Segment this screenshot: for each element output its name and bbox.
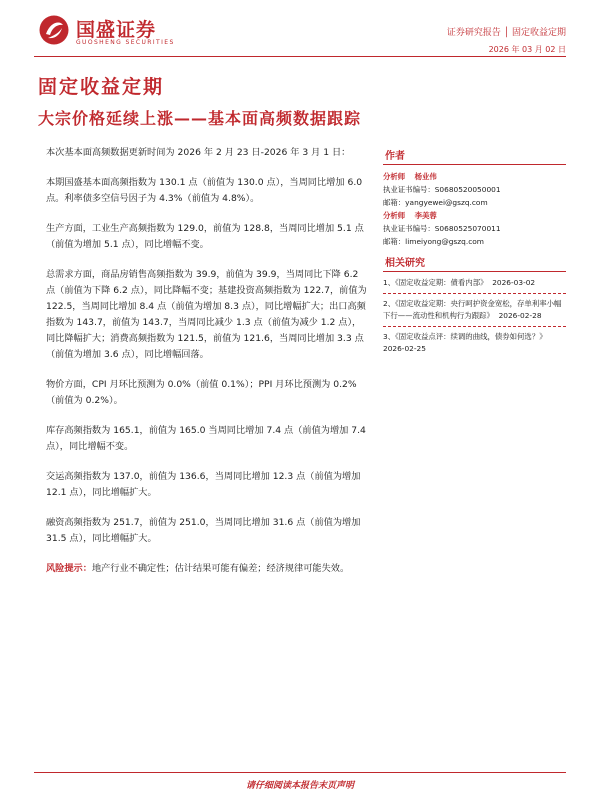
main-body	[46, 145, 368, 591]
related-research-item[interactable]	[383, 277, 566, 289]
body-paragraph: 本期国盛基本面高频指数为 130.1 点（前值为 130.0 点），当周同比增加 6.0 点。利率债多空信号因子为 4.3%（前值为 4.8%）。	[46, 177, 363, 204]
related-divider	[383, 326, 566, 327]
report-category-label: 证券研究报告 │ 固定收益定期	[446, 28, 566, 38]
author-block	[383, 170, 566, 209]
authors-heading: 作者	[383, 147, 566, 165]
body-paragraph: 融资高频指数为 251.7，前值为 251.0，当周同比增加 31.6 点（前值为增加 31.5 点），同比增幅扩大。	[46, 517, 361, 544]
company-logo-icon	[38, 14, 70, 46]
related-date: 2026-02-28	[498, 311, 542, 320]
sidebar	[383, 147, 566, 359]
report-date: 2026 年 03 月 02 日	[488, 45, 566, 54]
author-role: 分析师	[383, 172, 406, 181]
footer-divider	[34, 772, 566, 773]
body-paragraph: 总需求方面，商品房销售高频指数为 39.9，前值为 39.9，当周同比下降 6.2 点（前值为下降 6.2 点），同比降幅不变；基建投资高频指数为 122.7，前值为 122.5，当周同比增加 8.4 点（前值为增加 8.3 点），同比增幅扩大；出口高频指数为 143.7，前值为 143.7，当周同比减少 1.3 点（前值为减少 1.2 点），同比降幅扩大；消费高频指数为 121.5，前值为 121.6，当周同比增加 3.3 点（前值为增加 3.6 点），同比增幅回落。	[46, 269, 367, 360]
body-paragraph: 生产方面，工业生产高频指数为 129.0，前值为 128.8，当周同比增加 5.1 点（前值为增加 5.1 点），同比增幅不变。	[46, 223, 364, 250]
footer-disclaimer: 请仔细阅读本报告末页声明	[245, 781, 354, 791]
author-cert: 执业证书编号：S0680525070011	[383, 224, 501, 233]
report-type: 固定收益定期	[38, 76, 165, 98]
related-title: 3、《固定收益点评：续调的曲线，债券如何选？》	[383, 332, 547, 341]
body-paragraph: 交运高频指数为 137.0，前值为 136.6，当周同比增加 12.3 点（前值为增加 12.1 点），同比增幅扩大。	[46, 471, 361, 498]
author-email[interactable]: 邮箱：limeiyong@gszq.com	[383, 237, 484, 246]
company-name-cn: 国盛证券	[76, 19, 157, 41]
report-title: 大宗价格延续上涨——基本面高频数据跟踪	[38, 109, 362, 128]
related-research-item[interactable]	[383, 298, 566, 322]
author-role: 分析师	[383, 211, 406, 220]
related-divider	[383, 293, 566, 294]
body-paragraph: 本次基本面高频数据更新时间为 2026 年 2 月 23 日-2026 年 3 月 1 日：	[46, 147, 351, 158]
risk-label: 风险提示：	[46, 563, 92, 574]
header-divider	[34, 56, 566, 57]
author-email[interactable]: 邮箱：yangyewei@gszq.com	[383, 198, 488, 207]
related-title: 1、《固定收益定期：債看内部》	[383, 278, 488, 287]
company-name-en: GUOSHENG SECURITIES	[76, 39, 175, 46]
risk-warning	[46, 561, 368, 577]
related-title: 2、《固定收益定期：央行呵护资金宽松，存单利率小幅下行——流动性和机构行为跟踪》	[383, 299, 562, 320]
author-name: 杨业伟	[414, 172, 437, 181]
related-research-item[interactable]	[383, 331, 566, 355]
risk-text: 地产行业不确定性；估计结果可能有偏差；经济规律可能失效。	[91, 563, 350, 574]
related-research-heading: 相关研究	[383, 254, 566, 272]
author-block	[383, 209, 566, 248]
company-logo	[38, 14, 178, 48]
body-paragraph: 物价方面，CPI 月环比预测为 0.0%（前值 0.1%）；PPI 月环比预测为 0.2%（前值为 0.2%）。	[46, 379, 357, 406]
body-paragraph: 库存高频指数为 165.1，前值为 165.0 当周同比增加 7.4 点（前值为增加 7.4 点），同比增幅不变。	[46, 425, 366, 452]
author-name: 李美蓉	[414, 211, 437, 220]
author-cert: 执业证书编号：S0680520050001	[383, 185, 501, 194]
related-date: 2026-03-02	[492, 278, 536, 287]
related-date: 2026-02-25	[383, 344, 426, 353]
